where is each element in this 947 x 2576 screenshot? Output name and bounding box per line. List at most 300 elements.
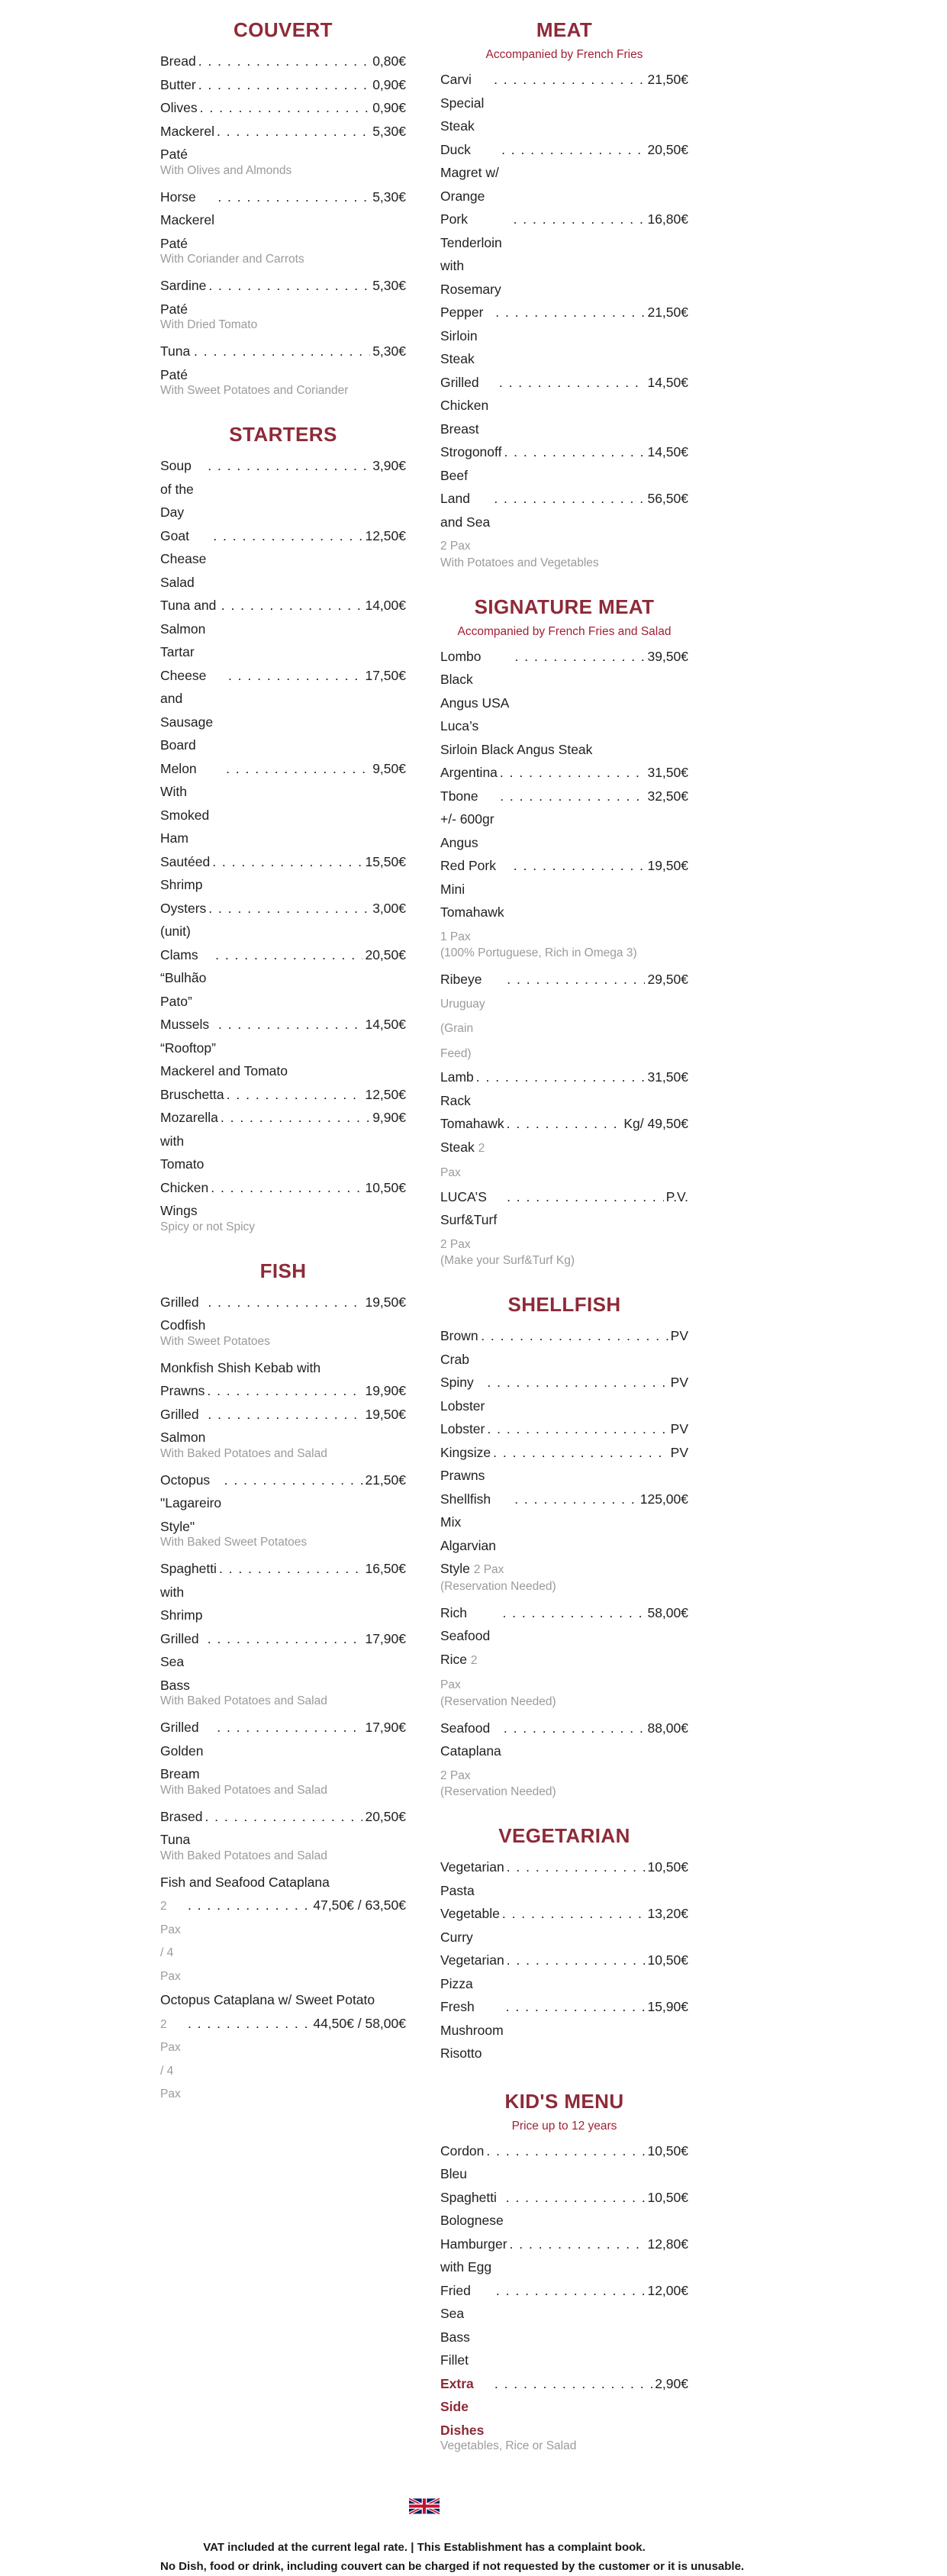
menu-item (160, 340, 406, 386)
item-name: Argentina (440, 765, 498, 780)
menu-item (160, 2012, 406, 2107)
dot-leader (226, 757, 370, 781)
section-meat (440, 18, 688, 571)
item-name: Goat Chease Salad (160, 527, 207, 590)
dot-leader (507, 1855, 646, 1879)
item-price: 17,90€ (365, 1630, 406, 1646)
section-subtitle: Accompanied by French Fries (485, 48, 643, 61)
menu-item (440, 1949, 688, 1995)
item-price: 21,50€ (365, 1472, 406, 1488)
section-vegetarian (440, 1824, 688, 2065)
item-name: Bruschetta (160, 1086, 224, 1102)
section-title: STARTERS (229, 423, 337, 446)
item-price: 0,80€ (372, 53, 406, 69)
item-name: Fresh Mushroom Risotto (440, 1999, 504, 2061)
menu-item (440, 2139, 688, 2186)
menu-item (440, 1488, 688, 1582)
menu-item (440, 2233, 688, 2279)
dot-leader (221, 594, 363, 617)
menu-columns (160, 0, 688, 2461)
item-price: 5,30€ (372, 189, 406, 205)
dot-leader (510, 2233, 646, 2256)
menu-item (160, 664, 406, 757)
item-name: Lombo Black Angus USA Luca’s (440, 648, 509, 733)
item-price: 32,50€ (647, 788, 688, 804)
item-price: PV (670, 1444, 688, 1460)
item-name: Chicken Wings (160, 1179, 209, 1218)
menu-item (160, 1176, 406, 1223)
item-price: 16,50€ (365, 1561, 406, 1576)
dot-leader (200, 96, 371, 120)
item-name: Oysters (unit) (160, 900, 207, 939)
item-name: Prawns (160, 1383, 205, 1398)
item-name: Kingsize Prawns (440, 1444, 491, 1483)
dot-leader (501, 138, 645, 162)
dot-leader (507, 968, 645, 991)
item-suffix: 2 Pax (440, 1768, 471, 1782)
item-name: Mackerel Paté (160, 123, 214, 162)
item-price: 21,50€ (647, 72, 688, 87)
menu-item (160, 1083, 406, 1107)
dot-leader (494, 2372, 652, 2396)
menu-item (160, 1627, 406, 1697)
item-name: Strogonoff Beef (440, 444, 502, 483)
item-name: Sautéed Shrimp (160, 853, 211, 892)
item-price: 10,50€ (365, 1179, 406, 1195)
item-price: 88,00€ (647, 1720, 688, 1736)
item-name: Vegetable Curry (440, 1906, 500, 1945)
item-name: Soup of the Day (160, 458, 194, 520)
section-fish (160, 1259, 406, 2107)
dot-leader (502, 1601, 645, 1625)
item-note: (Reservation Needed) (440, 1785, 556, 1798)
menu-item (160, 897, 406, 943)
dot-leader (514, 854, 646, 878)
item-price: 12,50€ (365, 1086, 406, 1102)
section-title: SHELLFISH (507, 1293, 621, 1316)
item-note: Spicy or not Spicy (160, 1220, 256, 1233)
section-couvert (160, 18, 406, 398)
dot-leader (493, 1441, 668, 1465)
dot-leader (221, 1106, 370, 1130)
menu-item (160, 454, 406, 524)
dot-leader (507, 1949, 646, 1972)
dot-leader (500, 761, 646, 785)
item-name: Rich Seafood Rice 2 Pax (440, 1604, 491, 1691)
menu-item (160, 943, 406, 1014)
item-name: Fish and Seafood Cataplana (160, 1874, 330, 1890)
section-title: MEAT (536, 18, 593, 41)
dot-leader (217, 120, 370, 143)
dot-leader (486, 2139, 645, 2163)
item-suffix: 2 Pax (440, 1141, 485, 1179)
section-title: KID'S MENU (504, 2089, 624, 2113)
item-price: 16,80€ (647, 211, 688, 227)
item-suffix: 2 Pax (440, 1237, 471, 1251)
dot-leader (495, 301, 645, 324)
item-price: 39,50€ (647, 648, 688, 664)
item-note: (Reservation Needed) (440, 1579, 556, 1593)
item-name: Duck Magret w/ Orange (440, 141, 499, 204)
dot-leader (198, 50, 371, 73)
item-name: Olives (160, 100, 198, 115)
item-price: 10,50€ (647, 1859, 688, 1875)
item-name: Red Pork Mini Tomahawk 1 Pax (440, 858, 504, 943)
item-note: With Olives and Almonds (160, 163, 292, 177)
item-name: Pepper Sirloin Steak (440, 305, 484, 366)
menu-item (160, 1988, 406, 2012)
item-price: 20,50€ (647, 141, 688, 157)
dot-leader (218, 1013, 363, 1037)
menu-item (440, 1112, 688, 1185)
dot-leader (487, 1371, 668, 1394)
item-name: 2 Pax / 4 Pax (160, 2017, 181, 2100)
dot-leader (208, 897, 370, 920)
dot-leader (208, 454, 370, 478)
item-name: Mussels “Rooftop” (160, 1017, 216, 1056)
menu-item (160, 50, 406, 73)
menu-item (160, 1356, 406, 1380)
dot-leader (494, 487, 645, 511)
menu-item (440, 1324, 688, 1371)
menu-item (160, 757, 406, 850)
item-name: Lamb Rack (440, 1069, 474, 1108)
item-note: With Baked Sweet Potatoes (160, 1536, 308, 1549)
item-name: Monkfish Shish Kebab with (160, 1359, 321, 1375)
menu-item (160, 1557, 406, 1627)
item-price: 58,00€ (647, 1604, 688, 1620)
section-starters (160, 423, 406, 1235)
item-price: PV (670, 1328, 688, 1343)
item-price: 19,50€ (365, 1406, 406, 1422)
item-name: Brown Crab (440, 1328, 478, 1367)
item-name: Pork Tenderloin with Rosemary (440, 211, 502, 297)
item-name: Extra Side Dishes (440, 2375, 485, 2438)
item-price: 5,30€ (372, 123, 406, 139)
item-name: Tomahawk Steak 2 Pax (440, 1116, 504, 1179)
menu-item (440, 645, 688, 738)
menu-item (440, 371, 688, 441)
item-price: 3,90€ (372, 458, 406, 473)
item-price: 15,50€ (365, 853, 406, 869)
section-title: SIGNATURE MEAT (474, 595, 655, 618)
item-price: 10,50€ (647, 2142, 688, 2158)
section-kid-s-menu (440, 2090, 688, 2455)
item-price: 19,50€ (647, 858, 688, 873)
item-price: 14,50€ (365, 1017, 406, 1032)
dot-leader (514, 208, 646, 231)
item-name: Vegetarian Pizza (440, 1952, 504, 1991)
item-name: Shellfish Mix Algarvian Style 2 Pax (440, 1491, 504, 1576)
dot-leader (208, 274, 370, 298)
item-name: Clams “Bulhão Pato” (160, 946, 207, 1009)
menu-item (440, 1902, 688, 1949)
item-price: 20,50€ (365, 1808, 406, 1824)
item-name: LUCA’S Surf&Turf 2 Pax (440, 1188, 498, 1251)
section-title: VEGETARIAN (498, 1824, 630, 1847)
dot-leader (499, 371, 646, 395)
menu-column-1 (160, 18, 406, 2461)
item-name: Brased Tuna (160, 1808, 203, 1847)
item-name: Cheese and Sausage Board (160, 667, 214, 753)
item-name: Tbone +/- 600gr Angus (440, 788, 494, 850)
menu-item (440, 208, 688, 301)
menu-item (440, 761, 688, 785)
uk-flag-icon (409, 2496, 440, 2516)
item-name: Hamburger with Egg (440, 2236, 507, 2275)
item-name: Carvi Special Steak (440, 72, 485, 134)
menu-item (160, 1469, 406, 1539)
item-price: 14,00€ (365, 598, 406, 613)
item-name: Butter (160, 76, 196, 92)
item-name: Octopus Cataplana w/ Sweet Potato (160, 1992, 375, 2007)
item-price: PV (670, 1421, 688, 1436)
item-price: 17,90€ (365, 1720, 406, 1735)
menu-item (440, 440, 688, 487)
dot-leader (514, 1488, 638, 1511)
item-name: Grilled Salmon (160, 1406, 206, 1445)
item-note: (Reservation Needed) (440, 1694, 556, 1708)
dot-leader (207, 1379, 362, 1403)
dot-leader (215, 943, 362, 967)
menu-item (440, 1371, 688, 1417)
menu-item (160, 274, 406, 321)
item-price: 12,00€ (647, 2282, 688, 2298)
item-name: Cordon Bleu (440, 2142, 485, 2181)
item-price: P.V. (665, 1188, 688, 1204)
item-price: 12,80€ (647, 2236, 688, 2252)
dot-leader (219, 1557, 363, 1581)
dot-leader (213, 524, 362, 548)
dot-leader (224, 1469, 363, 1492)
item-name: Mozarella with Tomato (160, 1110, 218, 1172)
item-price: 20,50€ (365, 946, 406, 962)
item-name: Grilled Codfish (160, 1294, 206, 1333)
item-price: 47,50€ / 63,50€ (313, 1897, 406, 1913)
menu-item (440, 2279, 688, 2372)
section-signature-meat (440, 595, 688, 1269)
item-name: Land and Sea 2 Pax (440, 491, 491, 553)
menu-item (160, 73, 406, 97)
item-suffix: 2 Pax (473, 1563, 504, 1576)
dot-leader (487, 1417, 668, 1441)
dot-leader (208, 1291, 362, 1314)
dot-leader (506, 1995, 646, 2019)
item-price: Kg/ 49,50€ (623, 1116, 688, 1131)
item-price: 5,30€ (372, 343, 406, 359)
item-price: 15,90€ (647, 1999, 688, 2014)
item-suffix: 2 Pax (440, 540, 471, 553)
item-name: Spiny Lobster (440, 1375, 485, 1414)
menu-item (160, 1013, 406, 1059)
item-name: Mackerel and Tomato (160, 1063, 288, 1078)
dot-leader (188, 2012, 311, 2036)
item-name: Grilled Sea Bass (160, 1630, 199, 1693)
item-name: Spaghetti Bolognese (440, 2189, 504, 2228)
menu-item (440, 301, 688, 371)
item-note: With Potatoes and Vegetables (440, 556, 599, 569)
item-name: Seafood Cataplana 2 Pax (440, 1720, 501, 1782)
menu-item (160, 1805, 406, 1852)
item-price: 31,50€ (647, 765, 688, 780)
dot-leader (494, 68, 645, 92)
item-name: 2 Pax / 4 Pax (160, 1900, 181, 1983)
item-price: 14,50€ (647, 374, 688, 390)
item-note: With Baked Potatoes and Salad (160, 1694, 327, 1707)
item-price: 13,20€ (647, 1906, 688, 1921)
menu-item (440, 1185, 688, 1257)
menu-column-2 (440, 18, 688, 2461)
dot-leader (194, 340, 370, 363)
dot-leader (502, 1902, 646, 1926)
menu-item (440, 1417, 688, 1441)
item-note: With Baked Potatoes and Salad (160, 1446, 327, 1460)
item-price: 31,50€ (647, 1069, 688, 1085)
dot-leader (188, 1894, 311, 1917)
menu-item (440, 1995, 688, 2065)
item-name: Spaghetti with Shrimp (160, 1561, 217, 1623)
item-price: 21,50€ (647, 305, 688, 320)
item-note: With Sweet Potatoes and Coriander (160, 384, 349, 397)
dot-leader (507, 1185, 664, 1209)
item-note: (100% Portuguese, Rich in Omega 3) (440, 946, 637, 959)
menu-item (440, 854, 688, 949)
item-price: 29,50€ (647, 972, 688, 987)
menu-item (440, 785, 688, 855)
item-name: Sirloin Black Angus Steak (440, 741, 593, 757)
item-price: 10,50€ (647, 2189, 688, 2205)
menu-item (160, 96, 406, 120)
menu-item (440, 2372, 688, 2442)
item-price: 44,50€ / 58,00€ (313, 2015, 406, 2031)
item-name: Grilled Chicken Breast (440, 374, 489, 437)
menu-item (440, 1855, 688, 1902)
menu-footer (160, 2496, 745, 2576)
menu-item (160, 850, 406, 897)
footer-line-1: VAT included at the current legal rate. | This Establishment has a complaint book. (203, 2541, 646, 2554)
menu-item (160, 1291, 406, 1337)
item-name: Sardine Paté (160, 278, 207, 317)
item-suffix: 1 Pax (440, 930, 471, 943)
dot-leader (476, 1066, 646, 1089)
item-note: With Baked Potatoes and Salad (160, 1849, 327, 1862)
menu-item (440, 1601, 688, 1697)
section-subtitle: Price up to 12 years (511, 2119, 617, 2133)
dot-leader (205, 1805, 362, 1829)
item-name: Octopus "Lagareiro Style" (160, 1472, 222, 1534)
dot-leader (507, 1112, 622, 1136)
item-suffix: Uruguay (Grain Feed) (440, 997, 485, 1060)
item-note: With Sweet Potatoes (160, 1334, 270, 1348)
menu-item (160, 1106, 406, 1176)
menu-item (160, 1894, 406, 1988)
menu-item (160, 185, 406, 256)
menu-item (160, 1871, 406, 1894)
menu-item (440, 1441, 688, 1488)
item-price: 12,50€ (365, 527, 406, 543)
item-price: 56,50€ (647, 491, 688, 506)
item-note: With Dried Tomato (160, 318, 258, 331)
item-price: 125,00€ (639, 1491, 688, 1507)
dot-leader (496, 2279, 646, 2303)
dot-leader (217, 1716, 362, 1739)
menu-item (160, 1059, 406, 1083)
item-note: With Coriander and Carrots (160, 253, 304, 266)
item-name: Bread (160, 53, 196, 69)
dot-leader (227, 1083, 363, 1107)
section-subtitle: Accompanied by French Fries and Salad (457, 624, 672, 638)
item-note: Vegetables, Rice or Salad (440, 2439, 577, 2452)
dot-leader (506, 2186, 646, 2210)
item-price: 9,90€ (372, 1110, 406, 1125)
dot-leader (481, 1324, 668, 1348)
item-name: Vegetarian Pasta (440, 1859, 504, 1898)
dot-leader (504, 440, 645, 464)
item-suffix: 2 Pax (440, 1653, 478, 1691)
item-name: Ribeye Uruguay (Grain Feed) (440, 972, 485, 1060)
dot-leader (208, 1627, 363, 1651)
menu-item (160, 120, 406, 166)
menu-item (440, 68, 688, 138)
item-name: Grilled Golden Bream (160, 1720, 204, 1781)
item-price: 2,90€ (655, 2375, 688, 2391)
dot-leader (500, 785, 645, 808)
item-price: 3,00€ (372, 900, 406, 916)
dot-leader (504, 1717, 646, 1740)
item-price: PV (670, 1375, 688, 1390)
item-price: 14,50€ (647, 444, 688, 459)
section-shellfish (440, 1293, 688, 1800)
item-price: 9,50€ (372, 760, 406, 776)
item-price: 0,90€ (372, 76, 406, 92)
menu-item (160, 594, 406, 664)
item-price: 10,50€ (647, 1952, 688, 1968)
dot-leader (217, 185, 370, 209)
item-name: Fried Sea Bass Fillet (440, 2282, 471, 2368)
item-name: Horse Mackerel Paté (160, 189, 214, 251)
menu-item (160, 1379, 406, 1403)
dot-leader (211, 1176, 362, 1200)
menu-item (440, 738, 688, 762)
menu-item (160, 1716, 406, 1786)
item-name: Lobster (440, 1421, 485, 1436)
item-price: 17,50€ (365, 667, 406, 683)
item-price: 5,30€ (372, 278, 406, 293)
menu-item (440, 487, 688, 559)
menu-item (440, 1066, 688, 1112)
section-title: FISH (259, 1259, 307, 1282)
item-note: With Baked Potatoes and Salad (160, 1783, 327, 1797)
item-name: Tuna and Salmon Tartar (160, 598, 217, 659)
dot-leader (212, 850, 362, 874)
menu-item (440, 138, 688, 208)
item-price: 19,90€ (365, 1383, 406, 1398)
menu-item (160, 1403, 406, 1449)
menu-item (440, 2186, 688, 2233)
menu-item (160, 524, 406, 595)
item-note: (Make your Surf&Turf Kg) (440, 1254, 575, 1267)
dot-leader (515, 645, 646, 669)
menu-item (440, 1717, 688, 1788)
menu-item (440, 968, 688, 1066)
item-name: Tuna Paté (160, 343, 191, 382)
item-price: 19,50€ (365, 1294, 406, 1310)
dot-leader (208, 1403, 362, 1427)
footer-line-2: No Dish, food or drink, including couvert can be charged if not requested by the customer or it is unusable. (160, 2560, 745, 2573)
item-name: Melon With Smoked Ham (160, 760, 210, 846)
dot-leader (198, 73, 371, 97)
section-title: COUVERT (234, 18, 333, 41)
